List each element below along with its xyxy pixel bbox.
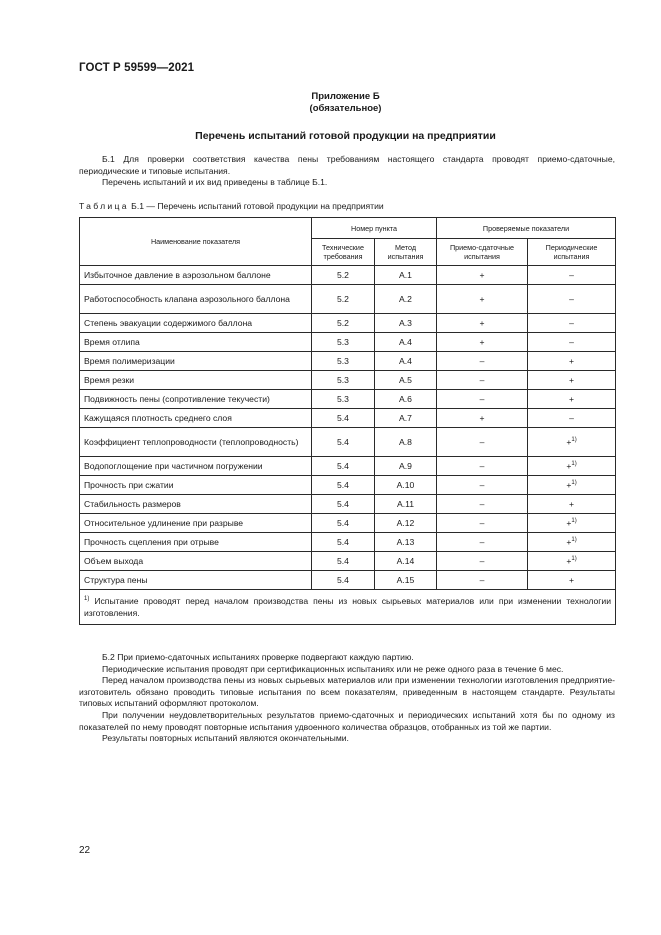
- row-method-cell-text: А.13: [396, 537, 415, 547]
- row-name-cell-text: Время полимеризации: [84, 355, 175, 366]
- row-acceptance-cell-text: +: [479, 294, 485, 304]
- row-method-cell-text: А.4: [399, 356, 412, 366]
- row-acceptance-cell-text: –: [479, 480, 485, 490]
- row-requirement-cell-text: 5.4: [337, 499, 349, 509]
- row-method-cell-text: А.10: [396, 480, 415, 490]
- header-clause-number: Номер пункта: [312, 218, 437, 239]
- row-requirement-cell: [312, 371, 375, 390]
- row-requirement-cell-text: 5.2: [337, 318, 349, 328]
- row-requirement-cell-text: 5.3: [337, 375, 349, 385]
- section-title-text: Перечень испытаний готовой продукции на предприятии: [195, 130, 496, 142]
- row-acceptance-cell: [437, 533, 528, 552]
- row-requirement-cell-text: 5.2: [337, 294, 349, 304]
- row-requirement-cell: [312, 352, 375, 371]
- row-method-cell: [375, 428, 437, 457]
- table-footnote: [80, 590, 616, 625]
- row-method-cell-text: А.1: [399, 270, 412, 280]
- row-method-cell: [375, 533, 437, 552]
- row-name-cell: [80, 428, 312, 457]
- row-periodic-cell-text: +: [566, 480, 572, 490]
- row-requirement-cell: [312, 533, 375, 552]
- appendix-heading: [0, 91, 661, 115]
- row-acceptance-cell: [437, 457, 528, 476]
- row-acceptance-cell: [437, 285, 528, 314]
- row-acceptance-cell: [437, 390, 528, 409]
- after-paragraph-5: Результаты повторных испытаний являются окончательными.: [102, 733, 349, 744]
- row-acceptance-cell-text: –: [479, 556, 485, 566]
- row-periodic-cell: [528, 333, 616, 352]
- row-requirement-cell: [312, 514, 375, 533]
- row-periodic-footnote-mark: 1): [571, 437, 577, 443]
- document-header: ГОСТ Р 59599—2021: [79, 62, 195, 74]
- intro-paragraphs: [79, 154, 615, 189]
- row-periodic-cell-text: +: [566, 518, 572, 528]
- row-requirement-cell: [312, 409, 375, 428]
- row-acceptance-cell-text: +: [479, 413, 485, 423]
- section-title: [0, 130, 661, 142]
- row-acceptance-cell: [437, 495, 528, 514]
- header-checked: Проверяемые показатели: [437, 218, 616, 239]
- row-acceptance-cell: [437, 371, 528, 390]
- row-method-cell-text: А.8: [399, 437, 412, 447]
- row-method-cell-text: А.5: [399, 375, 412, 385]
- row-requirement-cell: [312, 552, 375, 571]
- after-paragraph-2: Периодические испытания проводят при сертификационных испытаниях или не реже одного раза в течение 6 мес.: [102, 663, 564, 674]
- row-acceptance-cell: [437, 266, 528, 285]
- row-method-cell-text: А.3: [399, 318, 412, 328]
- table-row: [80, 333, 616, 352]
- row-periodic-cell-text: +: [569, 394, 575, 404]
- row-requirement-cell-text: 5.4: [337, 556, 349, 566]
- row-acceptance-cell-text: –: [479, 575, 485, 585]
- row-periodic-cell-text: –: [569, 413, 574, 423]
- row-requirement-cell-text: 5.3: [337, 356, 349, 366]
- footnote-text: Испытание проводят перед началом производства пены из новых сырьевых материалов или при изменении технологии изготовления.: [84, 596, 612, 618]
- row-requirement-cell-text: 5.4: [337, 575, 349, 585]
- row-name-cell: [80, 409, 312, 428]
- header-periodic: Периодические испытания: [528, 239, 616, 266]
- row-method-cell-text: А.4: [399, 337, 412, 347]
- row-periodic-cell: [528, 314, 616, 333]
- header-method: Метод испытания: [375, 239, 437, 266]
- row-method-cell: [375, 476, 437, 495]
- row-requirement-cell-text: 5.4: [337, 461, 349, 471]
- row-name-cell-text: Подвижность пены (сопротивление текучести): [84, 393, 270, 404]
- row-acceptance-cell: [437, 428, 528, 457]
- row-acceptance-cell: [437, 571, 528, 590]
- tests-table: [79, 217, 616, 625]
- row-name-cell-text: Относительное удлинение при разрыве: [84, 517, 244, 528]
- row-name-cell: [80, 333, 312, 352]
- row-periodic-cell: [528, 533, 616, 552]
- row-acceptance-cell: [437, 552, 528, 571]
- table-row: [80, 409, 616, 428]
- row-method-cell: [375, 495, 437, 514]
- row-name-cell: [80, 552, 312, 571]
- row-acceptance-cell-text: –: [479, 437, 485, 447]
- row-periodic-cell: [528, 495, 616, 514]
- row-periodic-cell: [528, 514, 616, 533]
- row-periodic-cell: [528, 476, 616, 495]
- row-method-cell: [375, 390, 437, 409]
- table-row: [80, 495, 616, 514]
- row-periodic-cell: [528, 457, 616, 476]
- footnote-mark: 1): [84, 596, 90, 602]
- row-name-cell: [80, 371, 312, 390]
- row-method-cell-text: А.7: [399, 413, 412, 423]
- row-requirement-cell: [312, 333, 375, 352]
- row-acceptance-cell-text: +: [479, 318, 485, 328]
- row-periodic-cell-text: +: [566, 556, 572, 566]
- row-name-cell: [80, 266, 312, 285]
- table-row: [80, 390, 616, 409]
- row-periodic-footnote-mark: 1): [571, 518, 577, 524]
- row-method-cell: [375, 514, 437, 533]
- row-periodic-cell: [528, 571, 616, 590]
- row-requirement-cell: [312, 476, 375, 495]
- row-acceptance-cell-text: –: [479, 356, 485, 366]
- row-name-cell: [80, 571, 312, 590]
- row-name-cell: [80, 285, 312, 314]
- row-name-cell: [80, 314, 312, 333]
- row-periodic-cell: [528, 390, 616, 409]
- row-periodic-cell: [528, 552, 616, 571]
- row-requirement-cell: [312, 266, 375, 285]
- row-method-cell: [375, 333, 437, 352]
- row-name-cell: [80, 533, 312, 552]
- row-periodic-footnote-mark: 1): [571, 556, 577, 562]
- row-method-cell: [375, 352, 437, 371]
- table-caption: [79, 201, 384, 211]
- row-requirement-cell: [312, 428, 375, 457]
- row-acceptance-cell: [437, 476, 528, 495]
- intro-paragraph-2: Перечень испытаний и их вид приведены в таблице Б.1.: [102, 177, 328, 188]
- row-name-cell-text: Степень эвакуации содержимого баллона: [84, 317, 253, 328]
- row-requirement-cell: [312, 571, 375, 590]
- row-name-cell: [80, 390, 312, 409]
- row-requirement-cell: [312, 285, 375, 314]
- row-periodic-cell-text: +: [566, 461, 572, 471]
- row-method-cell: [375, 571, 437, 590]
- row-periodic-cell: [528, 266, 616, 285]
- table-row: [80, 352, 616, 371]
- row-acceptance-cell-text: –: [479, 537, 485, 547]
- row-method-cell: [375, 552, 437, 571]
- row-method-cell: [375, 409, 437, 428]
- row-method-cell-text: А.6: [399, 394, 412, 404]
- table-row: [80, 371, 616, 390]
- row-acceptance-cell: [437, 333, 528, 352]
- row-name-cell-text: Коэффициент теплопроводности (теплопроводность): [84, 436, 299, 447]
- row-requirement-cell-text: 5.4: [337, 413, 349, 423]
- appendix-subtitle: (обязательное): [309, 103, 382, 114]
- row-name-cell-text: Кажущаяся плотность среднего слоя: [84, 412, 232, 423]
- row-acceptance-cell-text: –: [479, 499, 485, 509]
- row-periodic-cell: [528, 428, 616, 457]
- table-caption-text: Б.1 — Перечень испытаний готовой продукции на предприятии: [128, 201, 384, 211]
- table-row: [80, 476, 616, 495]
- row-name-cell-text: Избыточное давление в аэрозольном баллоне: [84, 269, 271, 280]
- table-row: [80, 457, 616, 476]
- row-periodic-cell: [528, 409, 616, 428]
- row-name-cell-text: Водопоглощение при частичном погружении: [84, 460, 263, 471]
- row-requirement-cell-text: 5.3: [337, 394, 349, 404]
- after-paragraph-3: Перед началом производства пены из новых сырьевых материалов или при изменении технологии изготовления предприятие-изготовитель обязано проводить типовые испытания по всем показателям, приведенным в настоящем стандарте. Результаты типовых испытаний оформляют протоколом.: [79, 675, 615, 709]
- row-acceptance-cell: [437, 352, 528, 371]
- row-name-cell-text: Прочность при сжатии: [84, 479, 174, 490]
- row-name-cell-text: Объем выхода: [84, 555, 144, 566]
- row-requirement-cell-text: 5.3: [337, 337, 349, 347]
- row-periodic-cell-text: +: [566, 437, 572, 447]
- row-requirement-cell: [312, 457, 375, 476]
- row-method-cell-text: А.14: [396, 556, 415, 566]
- row-periodic-cell-text: –: [569, 294, 574, 304]
- row-method-cell-text: А.2: [399, 294, 412, 304]
- row-requirement-cell-text: 5.4: [337, 518, 349, 528]
- row-method-cell: [375, 457, 437, 476]
- row-requirement-cell-text: 5.4: [337, 537, 349, 547]
- appendix-title: Приложение Б: [311, 91, 380, 102]
- after-paragraphs: [79, 652, 615, 745]
- row-name-cell-text: Время отлипа: [84, 336, 140, 347]
- row-periodic-footnote-mark: 1): [571, 537, 577, 543]
- header-acceptance: Приемо-сдаточные испытания: [437, 239, 528, 266]
- row-acceptance-cell-text: +: [479, 270, 485, 280]
- after-paragraph-4: При получении неудовлетворительных результатов приемо-сдаточных и периодических испытаний хотя бы по одному из показателей по нему проводят повторные испытания удвоенного количества образцов, отобранных из той же партии.: [79, 709, 615, 732]
- row-requirement-cell: [312, 495, 375, 514]
- table-row: [80, 514, 616, 533]
- row-acceptance-cell-text: +: [479, 337, 485, 347]
- row-acceptance-cell-text: –: [479, 461, 485, 471]
- row-requirement-cell-text: 5.2: [337, 270, 349, 280]
- table-header-row: [80, 218, 616, 239]
- row-method-cell: [375, 371, 437, 390]
- row-periodic-cell-text: +: [569, 499, 575, 509]
- row-acceptance-cell: [437, 514, 528, 533]
- row-name-cell: [80, 495, 312, 514]
- table-row: [80, 533, 616, 552]
- row-method-cell-text: А.12: [396, 518, 415, 528]
- row-requirement-cell-text: 5.4: [337, 437, 349, 447]
- row-acceptance-cell-text: –: [479, 394, 485, 404]
- row-periodic-cell-text: –: [569, 337, 574, 347]
- row-periodic-footnote-mark: 1): [571, 461, 577, 467]
- row-periodic-cell: [528, 285, 616, 314]
- row-name-cell-text: Время резки: [84, 374, 135, 385]
- row-periodic-cell-text: +: [566, 537, 572, 547]
- row-method-cell-text: А.15: [396, 575, 415, 585]
- table-row: [80, 428, 616, 457]
- row-method-cell-text: А.9: [399, 461, 412, 471]
- table-row: [80, 552, 616, 571]
- row-method-cell: [375, 266, 437, 285]
- table-footnote-row: [80, 590, 616, 625]
- row-periodic-cell-text: +: [569, 575, 575, 585]
- row-requirement-cell-text: 5.4: [337, 480, 349, 490]
- row-name-cell: [80, 352, 312, 371]
- page-number: 22: [79, 845, 91, 856]
- table-row: [80, 571, 616, 590]
- row-periodic-cell: [528, 352, 616, 371]
- table-row: [80, 314, 616, 333]
- table-row: [80, 285, 616, 314]
- row-requirement-cell: [312, 314, 375, 333]
- row-name-cell: [80, 514, 312, 533]
- table-row: [80, 266, 616, 285]
- row-acceptance-cell-text: –: [479, 375, 485, 385]
- row-periodic-cell-text: +: [569, 375, 575, 385]
- header-technical-requirements: Технические требования: [312, 239, 375, 266]
- row-method-cell: [375, 314, 437, 333]
- row-name-cell-text: Структура пены: [84, 574, 148, 585]
- row-method-cell-text: А.11: [396, 499, 415, 509]
- row-name-cell: [80, 457, 312, 476]
- intro-paragraph-1: Б.1 Для проверки соответствия качества пены требованиям настоящего стандарта проводят приемо-сдаточные, периодические и типовые испытания.: [79, 154, 615, 176]
- row-name-cell: [80, 476, 312, 495]
- row-periodic-footnote-mark: 1): [571, 480, 577, 486]
- row-periodic-cell: [528, 371, 616, 390]
- row-name-cell-text: Прочность сцепления при отрыве: [84, 536, 219, 547]
- row-name-cell-text: Работоспособность клапана аэрозольного баллона: [84, 293, 290, 304]
- row-name-cell-text: Стабильность размеров: [84, 498, 181, 509]
- row-requirement-cell: [312, 390, 375, 409]
- row-acceptance-cell: [437, 314, 528, 333]
- row-acceptance-cell: [437, 409, 528, 428]
- table-caption-prefix: Таблица: [79, 201, 129, 211]
- row-periodic-cell-text: –: [569, 270, 574, 280]
- table-body: [80, 266, 616, 590]
- row-acceptance-cell-text: –: [479, 518, 485, 528]
- row-periodic-cell-text: +: [569, 356, 575, 366]
- row-periodic-cell-text: –: [569, 318, 574, 328]
- after-paragraph-1: Б.2 При приемо-сдаточных испытаниях проверке подвергают каждую партию.: [102, 652, 414, 662]
- header-name: Наименование показателя: [80, 218, 312, 266]
- row-method-cell: [375, 285, 437, 314]
